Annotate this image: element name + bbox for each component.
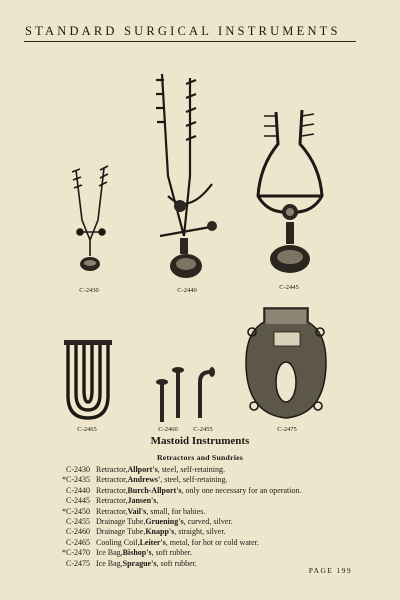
item-prefix: Cooling Coil, [96,537,140,547]
list-item [40,538,370,548]
item-desc: , steel, self-retaining. [160,475,228,485]
catalog-number: C-2440 [66,485,90,495]
item-name: Allport's [127,465,158,474]
catalog-number: *C-2470 [62,548,90,558]
list-item [40,486,370,496]
drainage-tube-curved-figure [190,364,220,424]
figure-label-c2460: C-2460 [158,426,178,433]
list-item [40,496,370,506]
catalog-number: C-2465 [66,537,90,547]
page-header: STANDARD SURGICAL INSTRUMENTS [25,24,341,38]
catalog-number: C-2455 [66,517,90,527]
list-item [40,507,370,517]
item-name: Gruening's [145,517,184,527]
item-name: Sprague's [122,558,157,568]
item-name: Bishop's [122,548,152,558]
item-list [40,465,370,569]
item-desc: , soft rubber. [151,548,192,558]
item-prefix: Ice Bag, [96,558,123,568]
item-name: Andrews' [127,475,161,485]
catalog-number: C-2445 [66,496,90,506]
figure-label-c2445: C-2445 [279,284,299,291]
item-desc: , soft rubber. [156,558,197,568]
item-desc: , steel, self-retaining. [157,465,225,474]
list-item [40,517,370,527]
catalog-number: C-2430 [66,465,90,474]
catalog-number: *C-2450 [62,506,90,516]
item-desc: , metal, for hot or cold water. [165,537,259,547]
item-prefix: Retractor, [96,465,128,474]
item-desc: , only one necessary for an operation. [181,485,302,495]
item-desc: , small, for babies. [146,506,206,516]
figure-label-c2455: C-2455 [193,426,213,433]
large-burch-allport-retractor-figure [150,66,225,282]
drainage-tube-straight-figure [152,364,192,424]
item-prefix: Drainage Tube, [96,527,146,537]
section-title: Mastoid Instruments [150,435,250,447]
item-name: Leiter's [139,537,166,547]
figure-label-c2440: C-2440 [177,287,197,294]
item-prefix: Retractor, [96,496,128,506]
list-item [40,475,370,485]
catalog-number: C-2475 [66,558,90,568]
ice-bag-figure [244,302,328,424]
section-subtitle: Retractors and Sundries [156,453,244,462]
item-prefix: Retractor, [96,506,128,516]
item-prefix: Ice Bag, [96,548,123,558]
item-desc: , curved, silver. [183,517,233,527]
item-name: Vail's [127,506,147,516]
catalog-number: C-2460 [66,527,90,537]
page-number: PAGE 199 [308,566,352,575]
item-prefix: Retractor, [96,485,128,495]
item-desc: , [156,496,159,506]
jansen-retractor-figure [250,104,330,282]
list-item [40,527,370,537]
list-item [40,548,370,558]
figure-label-c2430: C-2430 [79,287,99,294]
catalog-number: *C-2435 [62,475,90,485]
cooling-coil-figure [58,336,118,424]
item-prefix: Drainage Tube, [96,517,146,527]
small-self-retaining-retractor-figure [66,160,116,280]
figure-label-c2465: C-2465 [77,426,97,433]
item-name: Knapp's [145,527,175,537]
item-name: Jansen's [127,496,157,506]
figure-label-c2475: C-2475 [277,426,297,433]
item-prefix: Retractor, [96,475,128,485]
list-item [40,465,370,475]
item-name: Burch-Allport's [127,485,182,495]
header-rule [24,41,356,42]
item-desc: , straight, silver. [174,527,226,537]
